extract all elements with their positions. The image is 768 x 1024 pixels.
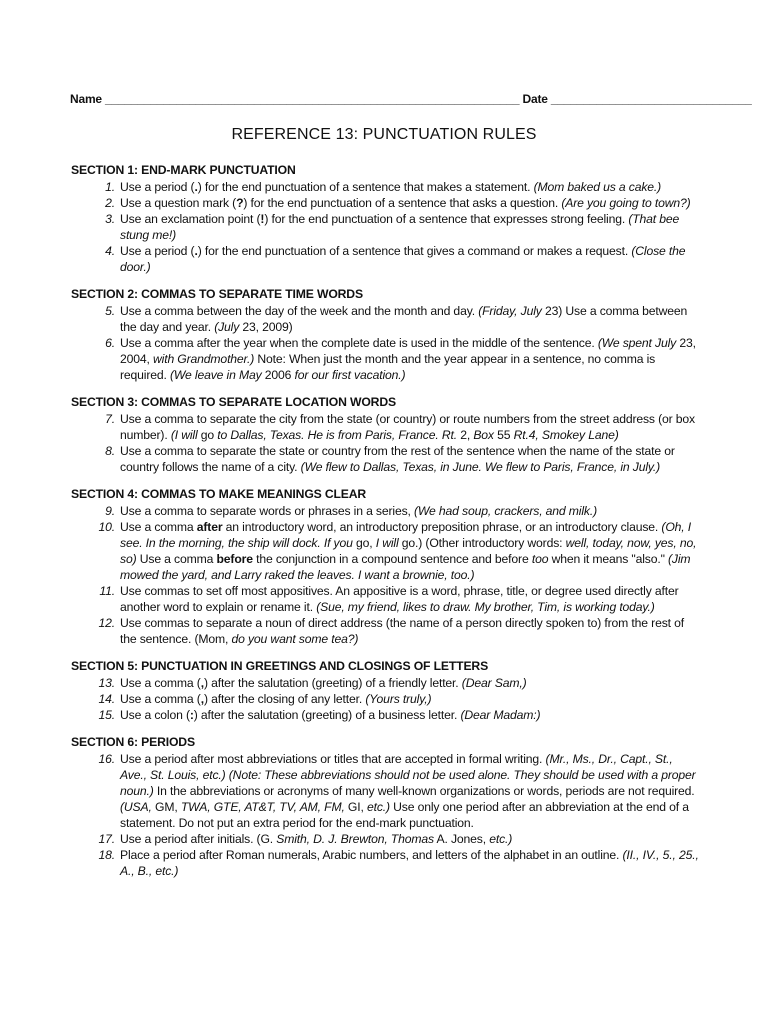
section-heading: SECTION 6: PERIODS bbox=[71, 735, 195, 749]
rule-number: 7. bbox=[105, 412, 115, 426]
rule-item bbox=[71, 751, 699, 831]
rule-number: 16. bbox=[98, 752, 115, 766]
rule-number: 14. bbox=[98, 692, 115, 706]
rule-example: (That bee stung me!) bbox=[120, 212, 680, 242]
rule-number: 6. bbox=[105, 336, 115, 350]
rule-text: Use a comma to separate words or phrases in a series, (We had soup, crackers, and milk.) bbox=[120, 504, 597, 518]
rule-number: 4. bbox=[105, 244, 115, 258]
rule-item bbox=[71, 303, 699, 335]
rule-text: Use a period (.) for the end punctuation of a sentence that gives a command or makes a request. (Close the door.) bbox=[120, 244, 686, 274]
rule-text: Use commas to set off most appositives. An appositive is a word, phrase, title, or degree used directly after another word to explain or rename it. (Sue, my friend, likes to draw. My brother, Tim, is working today.) bbox=[120, 584, 679, 614]
rules-content bbox=[71, 162, 699, 890]
rule-item bbox=[71, 583, 699, 615]
rule-number: 17. bbox=[98, 832, 115, 846]
section-2 bbox=[71, 286, 699, 383]
rule-item bbox=[71, 211, 699, 243]
section-1 bbox=[71, 162, 699, 275]
rule-item bbox=[71, 707, 699, 723]
date-label: Date bbox=[522, 92, 548, 106]
rule-text: Use a period after most abbreviations or titles that are accepted in formal writing. (Mr., Ms., Dr., Capt., St., Ave., St. Louis, etc.) (Note: These abbreviations should not be used alone. They should be used with a proper noun.) In the abbreviations or acronyms of many well-known organizations or words, periods are not required. (USA, GM, TWA, GTE, AT&T, TV, AM, FM, GI, etc.) Use only one period after an abbreviation at the end of a statement. Do not put an extra period for the end-mark punctuation. bbox=[120, 752, 696, 830]
rule-number: 12. bbox=[98, 616, 115, 630]
rule-item bbox=[71, 411, 699, 443]
rule-number: 1. bbox=[105, 180, 115, 194]
rule-number: 15. bbox=[98, 708, 115, 722]
rule-item bbox=[71, 519, 699, 583]
rule-number: 10. bbox=[98, 520, 115, 534]
section-6 bbox=[71, 734, 699, 879]
rule-text: Use a comma between the day of the week and the month and day. (Friday, July 23) Use a comma between the day and year. (July 23, 2009) bbox=[120, 304, 688, 334]
section-3 bbox=[71, 394, 699, 475]
rule-text: Use a comma after an introductory word, an introductory preposition phrase, or an introductory clause. (Oh, I see. In the morning, the ship will dock. If you go, I will go.) (Other introductory words: well, today, now, yes, no, so) Use a comma before the conjunction in a compound sentence and before too when it means "also." (Jim mowed the yard, and Larry raked the leaves. I want a brownie, too.) bbox=[120, 520, 697, 582]
section-5 bbox=[71, 658, 699, 723]
rule-text: Use a comma to separate the city from the state (or country) or route numbers from the street address (or box number). (I will go to Dallas, Texas. He is from Paris, France. Rt. 2, Box 55 Rt.4, Smokey Lane) bbox=[120, 412, 695, 442]
rule-item bbox=[71, 443, 699, 475]
section-heading: SECTION 3: COMMAS TO SEPARATE LOCATION WORDS bbox=[71, 395, 396, 409]
rule-example: (Mom baked us a cake.) bbox=[533, 180, 662, 194]
section-heading: SECTION 4: COMMAS TO MAKE MEANINGS CLEAR bbox=[71, 487, 367, 501]
rule-text: Use a comma after the year when the complete date is used in the middle of the sentence. (We spent July 23, 2004, with Grandmother.) Note: When just the month and the year appear in a sentence, no comma is required. (We leave in May 2006 for our first vacation.) bbox=[120, 336, 696, 382]
rule-example: (Dear Sam,) bbox=[461, 676, 527, 690]
section-heading: SECTION 2: COMMAS TO SEPARATE TIME WORDS bbox=[71, 287, 363, 301]
rule-text: Use a period (.) for the end punctuation of a sentence that makes a statement. (Mom baked us a cake.) bbox=[120, 180, 662, 194]
rule-number: 2. bbox=[105, 196, 115, 210]
rule-item bbox=[71, 831, 699, 847]
section-heading: SECTION 1: END-MARK PUNCTUATION bbox=[71, 163, 296, 177]
rule-number: 13. bbox=[98, 676, 115, 690]
rule-text: Use commas to separate a noun of direct address (the name of a person directly spoken to) from the rest of the sentence. (Mom, do you want some tea?) bbox=[120, 616, 684, 646]
rule-number: 3. bbox=[105, 212, 115, 226]
rule-text: Use a comma (,) after the salutation (greeting) of a friendly letter. (Dear Sam,) bbox=[120, 676, 527, 690]
rule-item bbox=[71, 503, 699, 519]
section-4 bbox=[71, 486, 699, 647]
rule-item bbox=[71, 243, 699, 275]
rule-item bbox=[71, 179, 699, 195]
rule-example: (Are you going to town?) bbox=[561, 196, 691, 210]
rule-number: 9. bbox=[105, 504, 115, 518]
rule-number: 5. bbox=[105, 304, 115, 318]
rule-text: Use a question mark (?) for the end punctuation of a sentence that asks a question. (Are you going to town?) bbox=[120, 196, 691, 210]
rule-text: Use a comma to separate the state or country from the rest of the sentence when the name of the state or country follows the name of a city. (We flew to Dallas, Texas, in June. We flew to Paris, France, in July.) bbox=[120, 444, 675, 474]
rule-text: Use a comma (,) after the closing of any letter. (Yours truly,) bbox=[120, 692, 432, 706]
rule-text: Place a period after Roman numerals, Arabic numbers, and letters of the alphabet in an outline. (II., IV., 5., 25., A., B., etc.) bbox=[120, 848, 699, 878]
rule-item bbox=[71, 335, 699, 383]
name-blank[interactable]: ________________________________________________________________ bbox=[105, 92, 520, 106]
section-heading: SECTION 5: PUNCTUATION IN GREETINGS AND CLOSINGS OF LETTERS bbox=[71, 659, 489, 673]
rule-number: 18. bbox=[98, 848, 115, 862]
rule-example: (Dear Madam:) bbox=[460, 708, 541, 722]
rule-text: Use a period after initials. (G. Smith, D. J. Brewton, Thomas A. Jones, etc.) bbox=[120, 832, 513, 846]
rule-number: 11. bbox=[99, 584, 115, 598]
rule-item bbox=[71, 691, 699, 707]
rule-text: Use a colon (:) after the salutation (greeting) of a business letter. (Dear Madam:) bbox=[120, 708, 541, 722]
name-date-line bbox=[70, 92, 752, 106]
page-title: REFERENCE 13: PUNCTUATION RULES bbox=[231, 126, 537, 143]
rule-example: (Yours truly,) bbox=[365, 692, 432, 706]
rule-number: 8. bbox=[105, 444, 115, 458]
name-label: Name bbox=[70, 92, 102, 106]
rule-text: Use an exclamation point (!) for the end punctuation of a sentence that expresses strong feeling. (That bee stung me!) bbox=[120, 212, 680, 242]
rule-example: (Close the door.) bbox=[120, 244, 686, 274]
date-blank[interactable]: _______________________________ bbox=[550, 92, 752, 106]
rule-item bbox=[71, 195, 699, 211]
rule-item bbox=[71, 615, 699, 647]
rule-item bbox=[71, 847, 699, 879]
rule-item bbox=[71, 675, 699, 691]
